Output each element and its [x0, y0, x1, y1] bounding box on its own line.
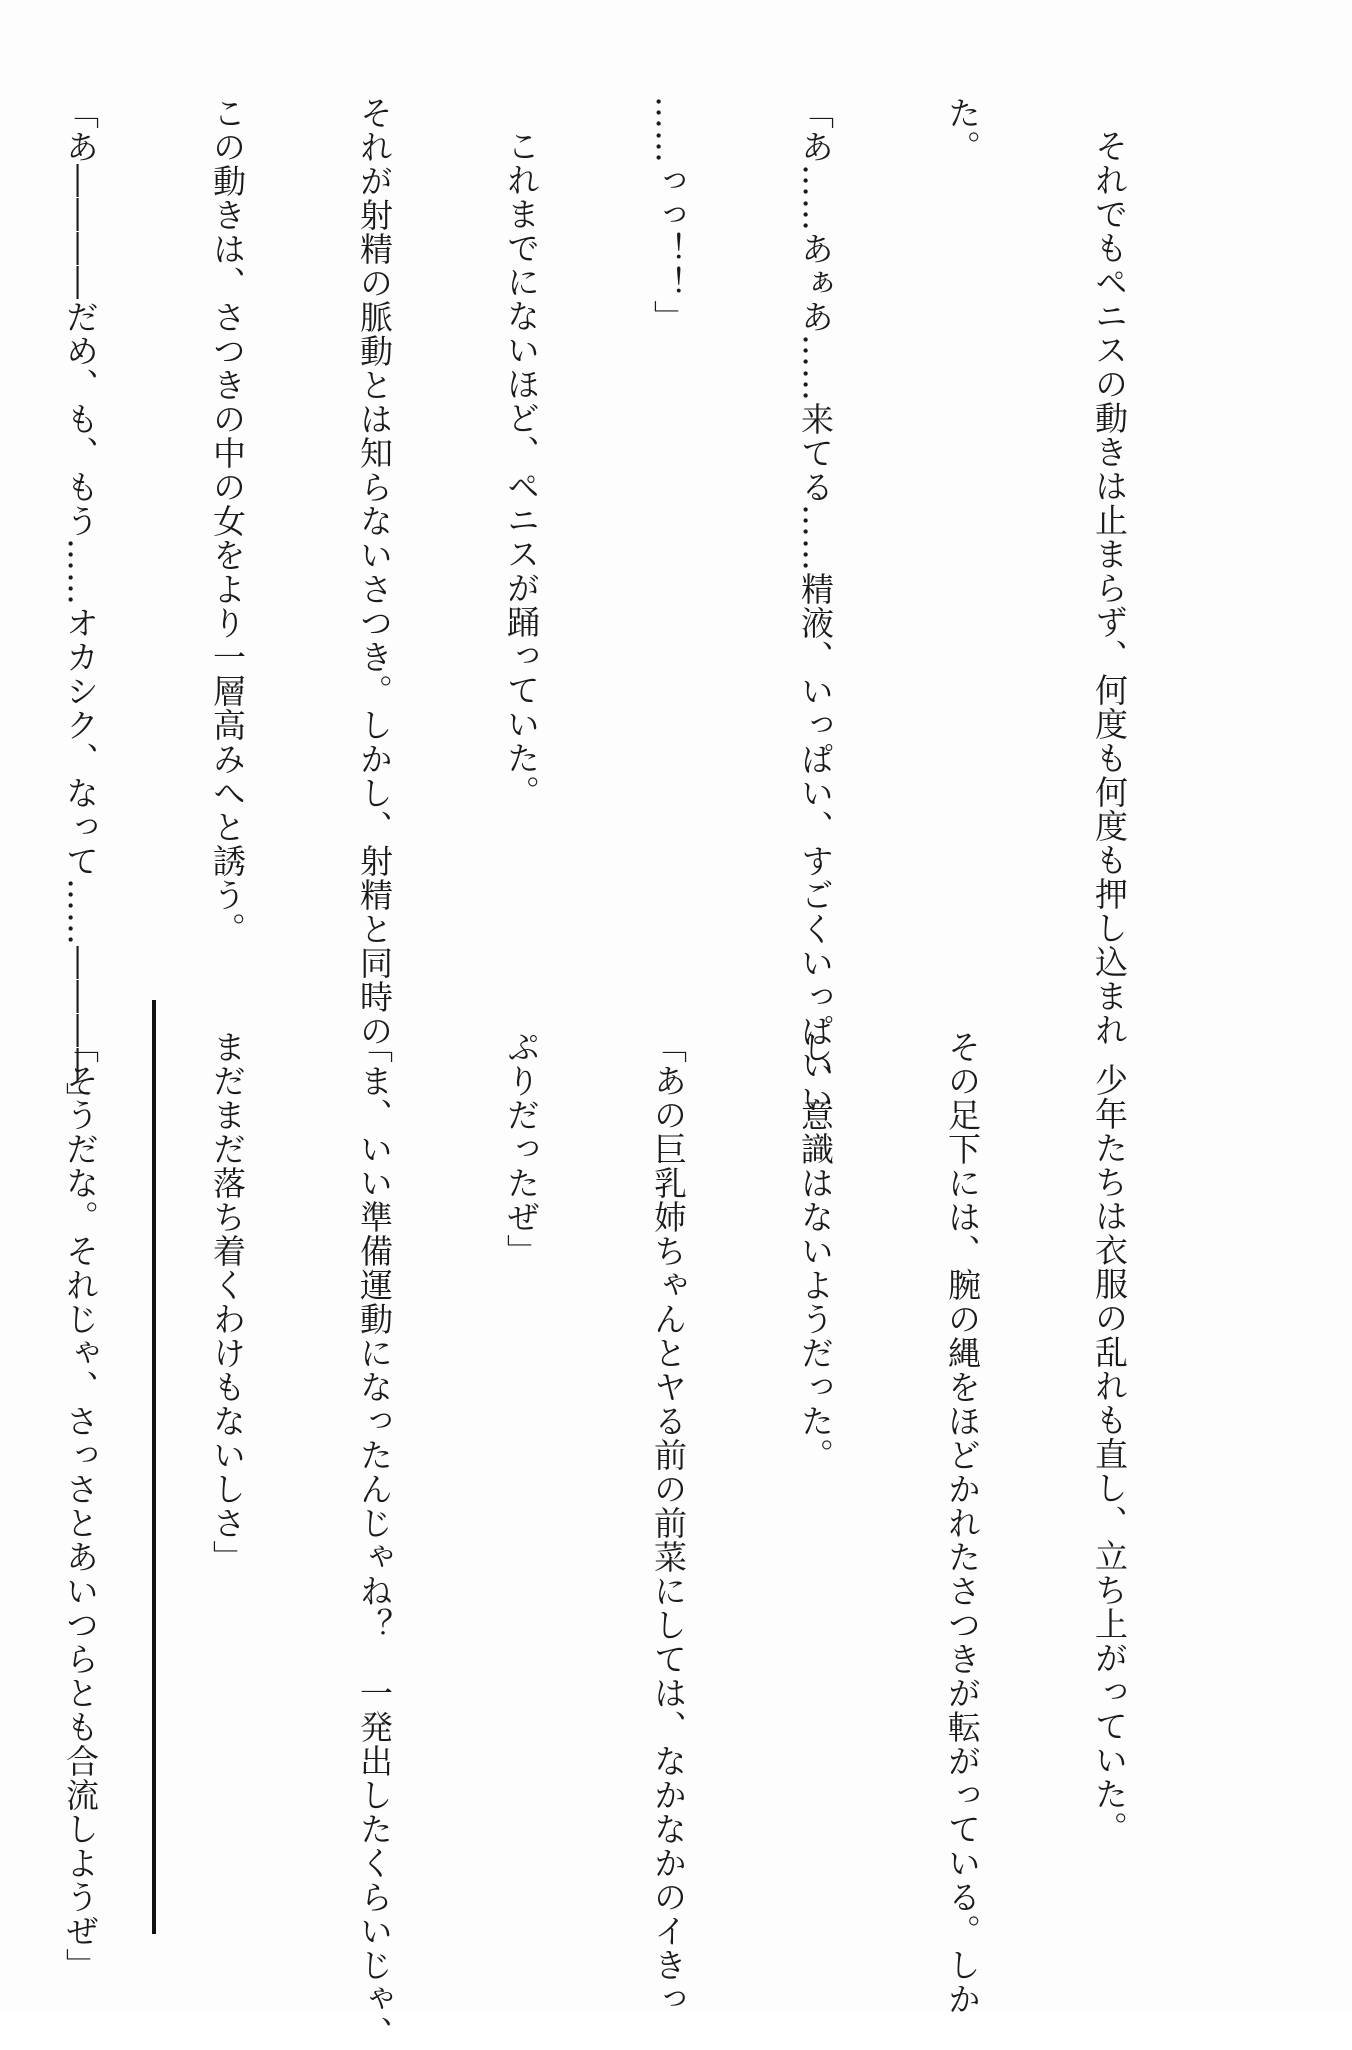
text-line: それが射精の脈動とは知らないさつき。しかし、射精と同時の — [355, 96, 394, 1048]
dialogue-line: 「あ――――だめ、も、もう……オカシク、なって……――――」 — [61, 96, 100, 1116]
dialogue-line: まだまだ落ち着くわけもないしさ」 — [208, 1030, 247, 1574]
text-line: それでもペニスの動きは止まらず、何度も何度も押し込まれ — [1090, 129, 1129, 1047]
dialogue-line: 「ま、いい準備運動になったんじゃね？ 一発出したくらいじゃ、 — [355, 1030, 394, 2050]
dialogue-line: 「あの巨乳姉ちゃんとヤる前の前菜にしては、なかなかのイきっ — [649, 1030, 688, 2016]
upper-text-block — [0, 96, 1232, 1116]
text-line: 少年たちは衣服の乱れも直し、立ち上がっていた。 — [1090, 1063, 1129, 1845]
dialogue-line: ぷりだったぜ」 — [502, 1030, 541, 1268]
dialogue-line: 「そうだな。それじゃ、さっさとあいつらとも合流しようぜ」 — [61, 1030, 100, 1982]
dialogue-line: 「あ……あぁあ……来てる……精液、いっぱい、すごくいっぱいい — [796, 96, 835, 1116]
text-line: この動きは、さつきの中の女をより一層高みへと誘う。 — [208, 96, 247, 946]
text-line: し、意識はないようだった。 — [796, 1030, 835, 1472]
lower-text-block — [0, 1030, 1232, 2050]
text-line: た。 — [943, 96, 982, 164]
text-line: その足下には、腕の縄をほどかれたさつきが転がっている。しか — [943, 1030, 982, 2016]
text-line: これまでにないほど、ペニスが踊っていた。 — [502, 129, 541, 809]
dialogue-line: ……っっ！！」 — [649, 96, 688, 334]
